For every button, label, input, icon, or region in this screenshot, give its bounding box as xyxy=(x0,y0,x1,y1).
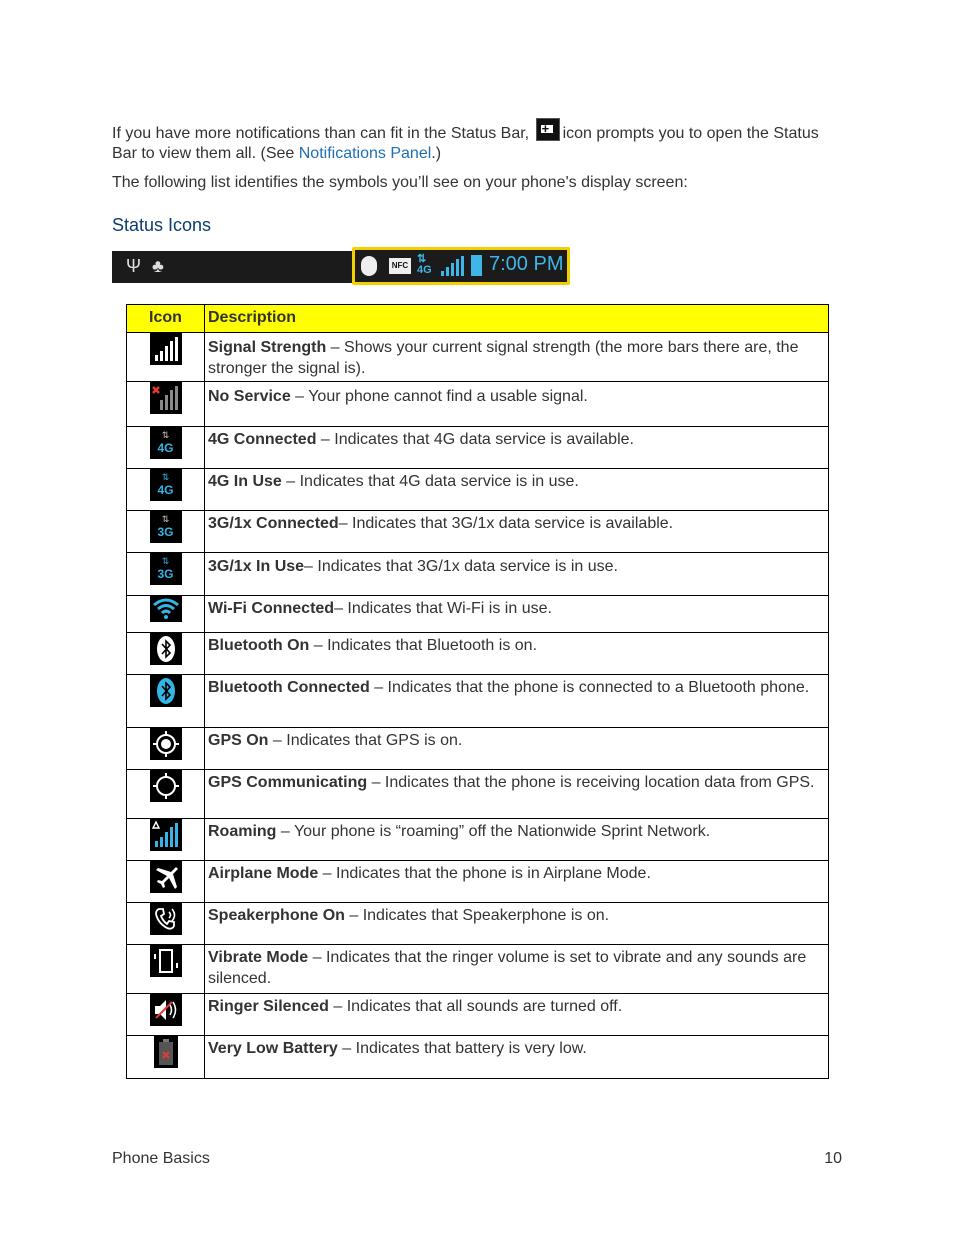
bluetooth-icon xyxy=(361,256,377,276)
table-row xyxy=(127,469,829,511)
term: GPS On xyxy=(208,732,269,749)
table-row xyxy=(127,633,829,675)
term: Wi-Fi Connected xyxy=(208,600,335,617)
description: – Indicates that 3G/1x data service is available. xyxy=(338,515,674,532)
term: 3G/1x Connected xyxy=(208,515,339,532)
signal-strength-icon xyxy=(150,333,182,365)
term: 4G In Use xyxy=(208,473,282,490)
table-row xyxy=(127,553,829,596)
table-row xyxy=(127,770,829,819)
header-icon: Icon xyxy=(127,305,205,333)
table-row xyxy=(127,596,829,633)
description: – Indicates that GPS is on. xyxy=(268,732,463,749)
description: – Indicates that Speakerphone is on. xyxy=(344,907,610,924)
gps-communicating-icon xyxy=(150,770,182,802)
description: – Your phone cannot find a usable signal. xyxy=(290,388,588,405)
term: 4G Connected xyxy=(208,431,317,448)
notification-more-icon xyxy=(536,118,560,141)
4g-in-use-icon: ⇅ 4G xyxy=(150,469,182,501)
battery-icon xyxy=(471,255,482,276)
table-header-row xyxy=(127,305,829,333)
status-bar-image xyxy=(112,251,568,283)
section-title: Status Icons xyxy=(112,215,212,235)
term: Vibrate Mode xyxy=(208,949,309,966)
very-low-battery-icon xyxy=(154,1036,178,1068)
table-row xyxy=(127,861,829,903)
status-time: 7:00 PM xyxy=(489,253,564,275)
term: Bluetooth Connected xyxy=(208,679,370,696)
status-icons-table xyxy=(126,304,829,1079)
term: Bluetooth On xyxy=(208,637,310,654)
description: – Indicates that 4G data service is in use. xyxy=(281,473,579,490)
header-description: Description xyxy=(205,305,829,333)
nfc-icon: NFC xyxy=(389,258,411,274)
3g-connected-icon: ⇅ 3G xyxy=(150,511,182,543)
bluetooth-connected-icon xyxy=(150,675,182,707)
term: Airplane Mode xyxy=(208,865,319,882)
table-row xyxy=(127,511,829,553)
footer-page-number: 10 xyxy=(824,1150,842,1167)
network-4g-icon: ⇅ 4G xyxy=(417,253,432,276)
list-intro: The following list identifies the symbols you’ll see on your phone's display screen: xyxy=(112,174,688,191)
term: No Service xyxy=(208,388,291,405)
table-row xyxy=(127,675,829,728)
signal-icon xyxy=(441,256,465,276)
usb-icon: Ψ xyxy=(126,256,142,276)
table-row xyxy=(127,427,829,469)
status-bar-highlight xyxy=(352,247,570,285)
table-row xyxy=(127,728,829,770)
description: – Your phone is “roaming” off the Nationwide Sprint Network. xyxy=(276,823,711,840)
intro-text-2: icon prompts you to open the Status Bar to view them all. (See xyxy=(112,125,819,162)
description: – Indicates that the phone is receiving location data from GPS. xyxy=(367,774,815,791)
notifications-panel-link[interactable]: Notifications Panel xyxy=(298,145,432,162)
no-service-icon xyxy=(150,382,182,414)
speakerphone-icon xyxy=(150,903,182,935)
table-row xyxy=(127,994,829,1036)
term: Roaming xyxy=(208,823,277,840)
table-row xyxy=(127,903,829,945)
term: GPS Communicating xyxy=(208,774,368,791)
description: – Indicates that all sounds are turned off. xyxy=(328,998,623,1015)
table-row xyxy=(127,945,829,994)
3g-in-use-icon: ⇅ 3G xyxy=(150,553,182,585)
network-label: 4G xyxy=(417,264,432,276)
table-row xyxy=(127,382,829,427)
wifi-icon xyxy=(150,596,182,622)
description: – Indicates that the phone is connected to a Bluetooth phone. xyxy=(369,679,810,696)
term: Signal Strength xyxy=(208,339,327,356)
bluetooth-on-icon xyxy=(150,633,182,665)
description: – Indicates that Bluetooth is on. xyxy=(309,637,538,654)
description: – Indicates that 3G/1x data service is in use. xyxy=(304,558,618,575)
ringer-silenced-icon xyxy=(150,994,182,1026)
description: – Indicates that 4G data service is available. xyxy=(316,431,634,448)
term: 3G/1x In Use xyxy=(208,558,305,575)
intro-text-1: If you have more notifications than can fit in the Status Bar, xyxy=(112,125,530,142)
description: – Indicates that Wi-Fi is in use. xyxy=(334,600,552,617)
table-row xyxy=(127,333,829,382)
description: – Indicates that the ringer volume is set to vibrate and any sounds are silenced. xyxy=(208,949,807,987)
description: – Indicates that battery is very low. xyxy=(337,1040,587,1057)
term: Very Low Battery xyxy=(208,1040,338,1057)
description: – Indicates that the phone is in Airplane Mode. xyxy=(318,865,651,882)
term: Ringer Silenced xyxy=(208,998,329,1015)
android-debug-icon: ♣ xyxy=(152,256,164,276)
roaming-icon xyxy=(150,819,182,851)
table-row xyxy=(127,1036,829,1079)
airplane-mode-icon xyxy=(150,861,182,893)
table-row xyxy=(127,819,829,861)
gps-on-icon xyxy=(150,728,182,760)
footer-section: Phone Basics xyxy=(112,1150,210,1167)
intro-text-3: .) xyxy=(431,145,442,162)
vibrate-mode-icon xyxy=(150,945,182,977)
4g-connected-icon: ⇅ 4G xyxy=(150,427,182,459)
description: – Shows your current signal strength (the more bars there are, the stronger the signal is). xyxy=(208,339,799,377)
intro-paragraph xyxy=(112,118,842,164)
term: Speakerphone On xyxy=(208,907,345,924)
